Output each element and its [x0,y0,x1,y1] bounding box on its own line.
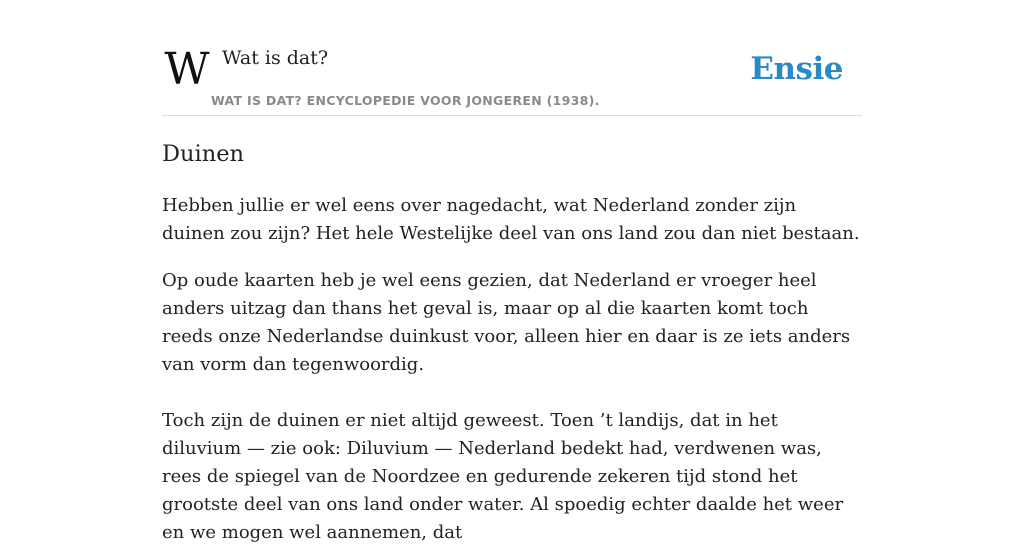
article-paragraph: Toch zijn de duinen er niet altijd geweest. Toen ’t landijs, dat in het diluvium — zie ook: Diluvium — Nederland bedekt had, verdwenen was, rees de spiegel van de Noordzee en gedurende zekeren tijd stond het grootste deel van ons land onder water. Al spoedig echter daalde het weer en we mogen wel aannemen, dat [162,410,844,543]
ensie-brand-link[interactable]: Ensie [750,51,843,87]
wikipedia-w-icon[interactable] [164,44,210,95]
article-paragraph: Op oude kaarten heb je wel eens gezien, dat Nederland er vroeger heel anders uitzag dan thans het geval is, maar op al die kaarten komt toch reeds onze Nederlandse duinkust voor, alleen hier en daar is ze iets anders van vorm dan tegenwoordig. [162,270,851,375]
book-title[interactable]: Wat is dat? [222,47,329,69]
book-subtitle: WAT IS DAT? ENCYCLOPEDIE VOOR JONGEREN (1938). [211,93,600,108]
article-body [162,192,862,547]
site-header [162,0,862,116]
svg-text:W: W [164,44,210,95]
article-paragraph: Hebben jullie er wel eens over nagedacht, wat Nederland zonder zijn duinen zou zijn? Het hele Westelijke deel van ons land zou dan niet bestaan. [162,195,860,244]
page [162,0,862,543]
article-title: Duinen [162,141,245,167]
